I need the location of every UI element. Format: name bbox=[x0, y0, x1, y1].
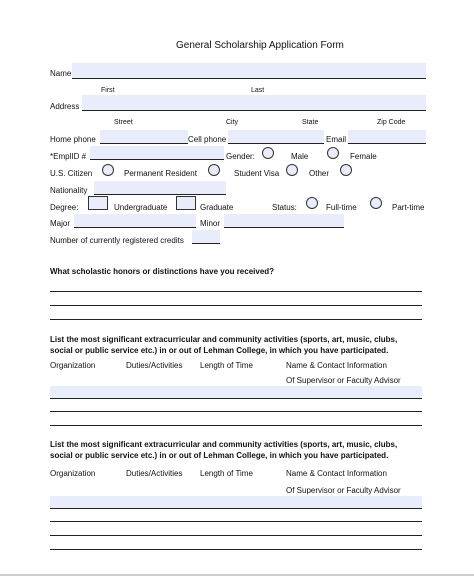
emplid-label: *EmplID # bbox=[50, 152, 87, 161]
activities-heading-1-line2: social or public service etc.) in or out of Lehman College, in which you have participated. bbox=[50, 346, 389, 355]
home-phone-field[interactable] bbox=[100, 130, 188, 144]
first-name-caption: First bbox=[101, 87, 115, 94]
graduate-label: Graduate bbox=[200, 203, 234, 212]
us-citizen-radio[interactable] bbox=[102, 164, 114, 176]
activities-heading-1-line1: List the most significant extracurricular and community activities (sports, art, music, clubs, bbox=[50, 335, 398, 344]
degree-label: Degree: bbox=[50, 203, 79, 212]
student-visa-label: Student Visa bbox=[234, 169, 280, 178]
activities-2-entry-row[interactable] bbox=[50, 496, 422, 509]
cell-phone-input[interactable] bbox=[228, 134, 324, 147]
email-field[interactable] bbox=[348, 130, 426, 144]
activities-heading-2-line1: List the most significant extracurricular and community activities (sports, art, music, clubs, bbox=[50, 440, 398, 449]
credits-label: Number of currently registered credits bbox=[50, 236, 184, 245]
status-label: Status: bbox=[272, 203, 297, 212]
honors-answer-line[interactable] bbox=[50, 319, 422, 320]
gender-label: Gender: bbox=[226, 152, 255, 161]
city-caption: City bbox=[226, 119, 239, 126]
last-name-caption: Last bbox=[251, 87, 265, 94]
duties-column-header: Duties/Activities bbox=[126, 361, 183, 370]
name-input[interactable] bbox=[72, 66, 426, 81]
activities-1-entry-row[interactable] bbox=[50, 386, 422, 399]
honors-answer-line[interactable] bbox=[50, 305, 422, 306]
organization-column-header: Organization bbox=[50, 469, 96, 478]
contact-column-header: Name & Contact Information bbox=[286, 469, 387, 478]
contact-column-header-sub: Of Supervisor or Faculty Advisor bbox=[286, 376, 401, 385]
undergraduate-label: Undergraduate bbox=[114, 203, 168, 212]
zip-caption: Zip Code bbox=[377, 119, 406, 126]
duties-column-header: Duties/Activities bbox=[126, 469, 183, 478]
graduate-checkbox[interactable] bbox=[176, 196, 196, 210]
state-caption: State bbox=[302, 119, 319, 126]
major-field[interactable] bbox=[74, 214, 196, 228]
male-label: Male bbox=[291, 152, 309, 161]
home-phone-label: Home phone bbox=[50, 135, 96, 144]
major-label: Major bbox=[50, 219, 71, 228]
male-radio[interactable] bbox=[262, 147, 274, 159]
nationality-label: Nationality bbox=[50, 186, 88, 195]
activities-1-answer-line[interactable] bbox=[50, 411, 422, 412]
nationality-field[interactable] bbox=[94, 181, 226, 195]
activities-2-answer-line[interactable] bbox=[50, 535, 422, 536]
full-time-radio[interactable] bbox=[306, 197, 318, 209]
activities-1-answer-line[interactable] bbox=[50, 425, 422, 426]
emplid-input[interactable] bbox=[90, 150, 224, 163]
other-label: Other bbox=[309, 169, 330, 178]
full-time-label: Full-time bbox=[326, 203, 357, 212]
email-label: Email bbox=[326, 135, 347, 144]
form-title: General Scholarship Application Form bbox=[176, 40, 344, 51]
address-label: Address bbox=[50, 102, 80, 111]
activities-heading-2-line2: social or public service etc.) in or out of Lehman College, in which you have participated. bbox=[50, 451, 389, 460]
contact-column-header: Name & Contact Information bbox=[286, 361, 387, 370]
honors-question: What scholastic honors or distinctions have you received? bbox=[50, 267, 275, 276]
length-column-header: Length of Time bbox=[200, 361, 253, 370]
other-radio[interactable] bbox=[340, 164, 352, 176]
permanent-resident-radio[interactable] bbox=[208, 164, 220, 176]
activities-2-answer-line[interactable] bbox=[50, 549, 422, 550]
emplid-field[interactable] bbox=[90, 146, 224, 160]
name-field[interactable] bbox=[72, 63, 426, 79]
organization-column-header: Organization bbox=[50, 361, 96, 370]
activities-1-input[interactable] bbox=[50, 391, 422, 403]
nationality-input[interactable] bbox=[94, 185, 226, 198]
credits-input[interactable] bbox=[192, 234, 220, 247]
female-label: Female bbox=[350, 152, 377, 161]
name-label: Name bbox=[50, 69, 72, 78]
permanent-resident-label: Permanent Resident bbox=[124, 169, 197, 178]
us-citizen-label: U.S. Citizen bbox=[50, 169, 93, 178]
student-visa-radio[interactable] bbox=[286, 164, 298, 176]
minor-field[interactable] bbox=[224, 214, 344, 228]
street-caption: Street bbox=[114, 119, 133, 126]
minor-label: Minor bbox=[200, 219, 221, 228]
undergraduate-checkbox[interactable] bbox=[88, 196, 108, 210]
honors-answer-line[interactable] bbox=[50, 291, 422, 292]
activities-2-answer-line[interactable] bbox=[50, 521, 422, 522]
contact-column-header-sub: Of Supervisor or Faculty Advisor bbox=[286, 486, 401, 495]
email-input[interactable] bbox=[348, 134, 426, 147]
major-input[interactable] bbox=[74, 218, 196, 231]
credits-field[interactable] bbox=[192, 230, 220, 244]
cell-phone-label: Cell phone bbox=[188, 135, 227, 144]
part-time-radio[interactable] bbox=[370, 197, 382, 209]
minor-input[interactable] bbox=[224, 218, 344, 231]
address-input[interactable] bbox=[82, 98, 426, 113]
address-field[interactable] bbox=[82, 95, 426, 111]
female-radio[interactable] bbox=[327, 147, 339, 159]
length-column-header: Length of Time bbox=[200, 469, 253, 478]
cell-phone-field[interactable] bbox=[228, 130, 324, 144]
part-time-label: Part-time bbox=[392, 203, 425, 212]
activities-2-input[interactable] bbox=[50, 501, 422, 513]
